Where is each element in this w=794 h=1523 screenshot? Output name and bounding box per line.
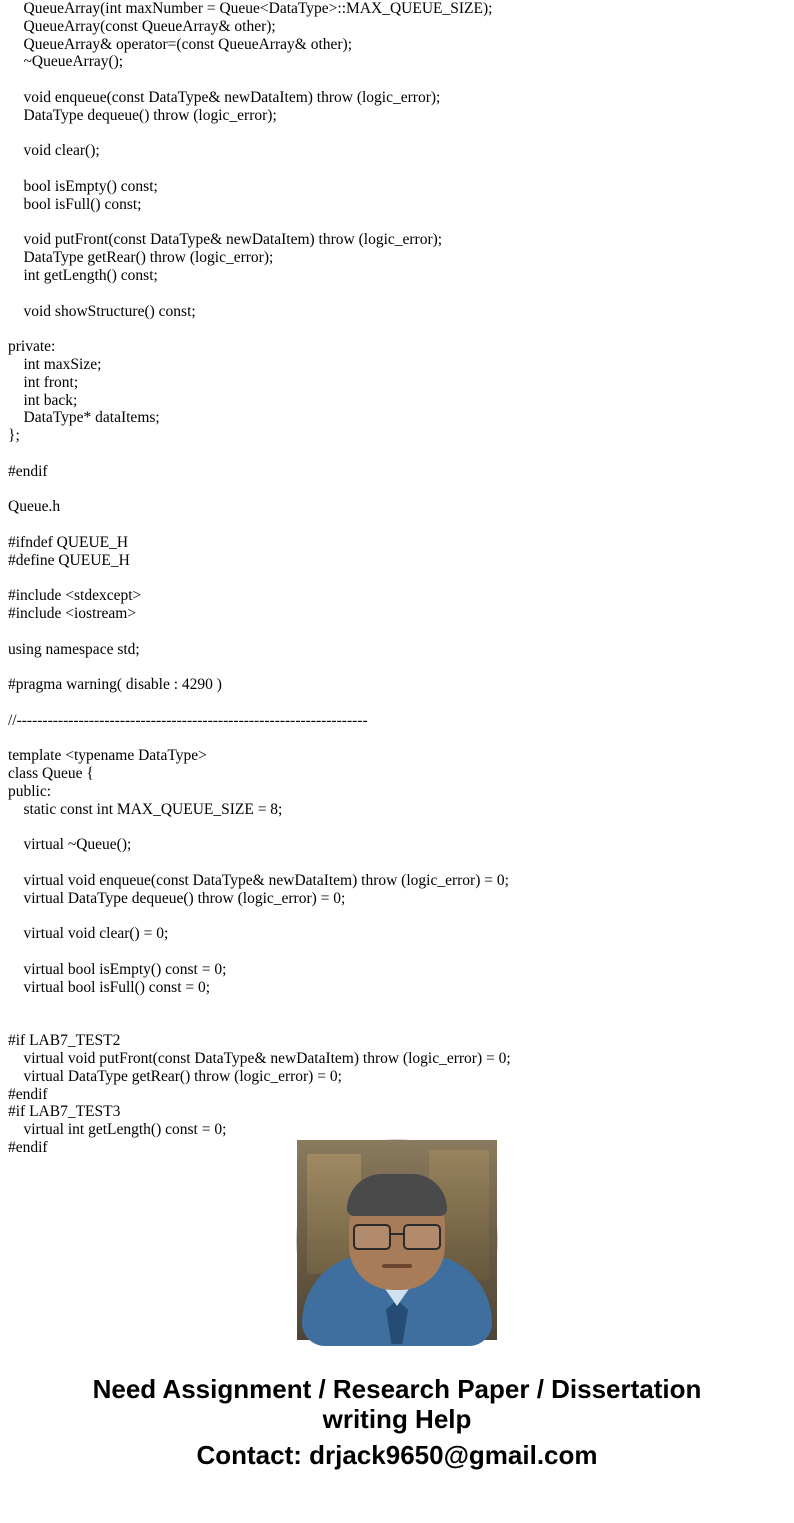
code-line (8, 71, 786, 89)
avatar-mouth (382, 1264, 412, 1268)
code-line: int back; (8, 391, 78, 409)
avatar (297, 1140, 497, 1340)
promo-headline (0, 1340, 794, 1434)
code-line: void putFront(const DataType& newDataItem) throw (logic_error); (8, 231, 443, 249)
code-line: ~QueueArray(); (8, 53, 124, 71)
code-line (8, 570, 786, 588)
code-line (8, 694, 786, 712)
code-line: void enqueue(const DataType& newDataItem) throw (logic_error); (8, 88, 441, 106)
code-line (8, 445, 786, 463)
code-line: using namespace std; (8, 640, 140, 658)
glasses-icon (351, 1224, 443, 1246)
code-line: private: (8, 338, 56, 356)
code-line: virtual void putFront(const DataType& newDataItem) throw (logic_error) = 0; (8, 1050, 511, 1068)
code-line: #include <stdexcept> (8, 587, 142, 605)
code-line (8, 481, 786, 499)
code-line: QueueArray(const QueueArray& other); (8, 17, 276, 35)
code-line: bool isFull() const; (8, 195, 142, 213)
code-line: DataType* dataItems; (8, 409, 160, 427)
code-line: #ifndef QUEUE_H (8, 533, 129, 551)
code-line: Queue.h (8, 498, 61, 516)
code-line: DataType getRear() throw (logic_error); (8, 249, 274, 267)
code-line: QueueArray& operator=(const QueueArray& other); (8, 35, 353, 53)
code-line: #endif (8, 462, 48, 480)
promo-banner (0, 1128, 794, 1470)
code-line (8, 854, 786, 872)
code-line: #endif (8, 1085, 48, 1103)
code-line: int front; (8, 373, 79, 391)
promo-headline-line2: writing Help (322, 1404, 472, 1434)
code-line: virtual void enqueue(const DataType& newDataItem) throw (logic_error) = 0; (8, 872, 509, 890)
code-line (8, 997, 786, 1015)
code-line: void clear(); (8, 142, 100, 160)
code-line: void showStructure() const; (8, 302, 196, 320)
code-line: #include <iostream> (8, 605, 137, 623)
promo-contact: Contact: drjack9650@gmail.com (196, 1440, 598, 1470)
code-line: public: (8, 783, 52, 801)
code-line (8, 658, 786, 676)
code-line: virtual void clear() = 0; (8, 925, 169, 943)
code-line: virtual bool isEmpty() const = 0; (8, 961, 227, 979)
code-line: #endif (8, 1139, 48, 1156)
code-line: DataType dequeue() throw (logic_error); (8, 106, 277, 124)
code-line: static const int MAX_QUEUE_SIZE = 8; (8, 800, 283, 818)
code-line (8, 125, 786, 143)
code-line: //-------------------------------------------------------------------- (8, 711, 368, 729)
code-line (8, 214, 786, 232)
code-line: virtual bool isFull() const = 0; (8, 978, 211, 996)
code-line: #if LAB7_TEST3 (8, 1103, 121, 1121)
code-line: #define QUEUE_H (8, 551, 130, 569)
code-line: #pragma warning( disable : 4290 ) (8, 676, 222, 694)
promo-headline-line1: Need Assignment / Research Paper / Dissertation (92, 1374, 702, 1404)
code-line (8, 623, 786, 641)
code-line: template <typename DataType> (8, 747, 207, 765)
code-line: virtual ~Queue(); (8, 836, 132, 854)
avatar-container (0, 1128, 794, 1340)
code-line: virtual int getLength() const = 0; (8, 1121, 227, 1139)
code-line (8, 285, 786, 303)
code-line (8, 160, 786, 178)
avatar-hair (347, 1174, 447, 1216)
code-line (8, 1014, 786, 1032)
code-line (8, 516, 786, 534)
code-line: QueueArray(int maxNumber = Queue<DataType>::MAX_QUEUE_SIZE); (8, 0, 493, 17)
code-line (8, 819, 786, 837)
code-line (8, 320, 786, 338)
code-line: class Queue { (8, 765, 94, 783)
code-line: virtual DataType getRear() throw (logic_error) = 0; (8, 1067, 342, 1085)
code-line (8, 730, 786, 748)
code-line: int maxSize; (8, 355, 102, 373)
code-line (8, 908, 786, 926)
code-line: int getLength() const; (8, 266, 158, 284)
code-line: }; (8, 427, 20, 445)
code-line: bool isEmpty() const; (8, 177, 158, 195)
code-line (8, 943, 786, 961)
code-line: virtual DataType dequeue() throw (logic_error) = 0; (8, 889, 346, 907)
code-line: #if LAB7_TEST2 (8, 1032, 121, 1050)
